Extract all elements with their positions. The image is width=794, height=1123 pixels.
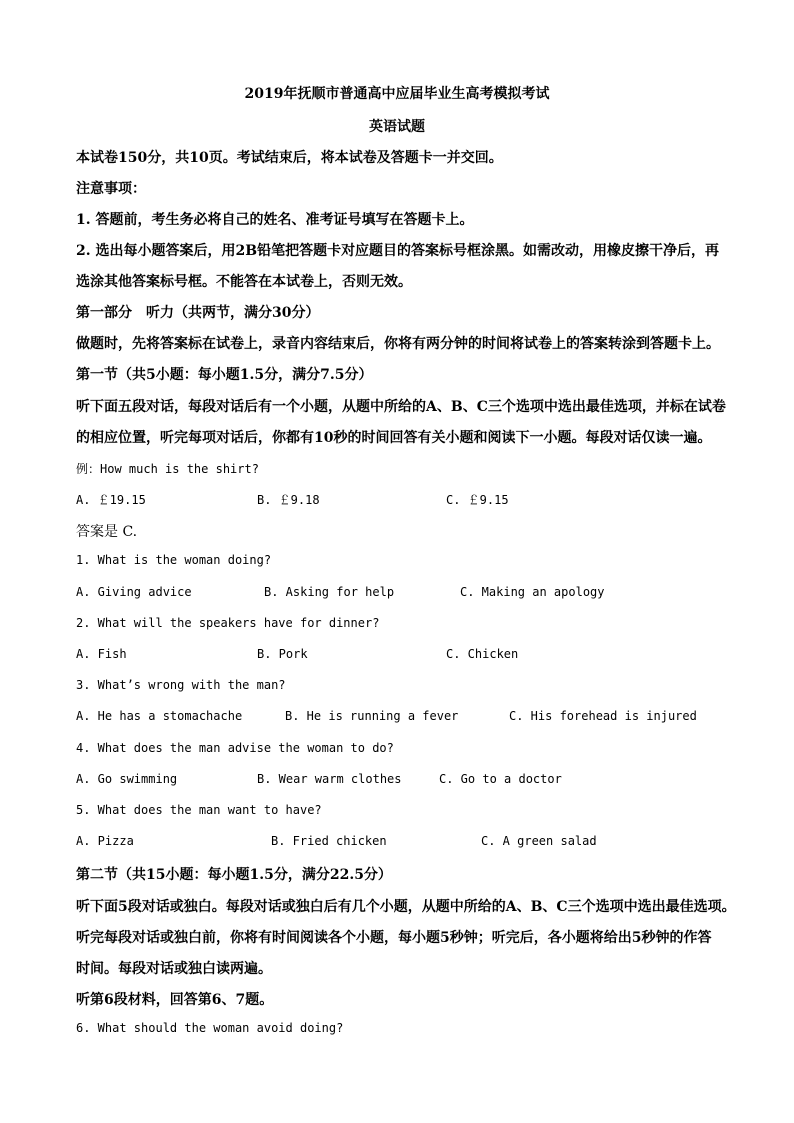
example-answer: 答案是 C. <box>76 524 138 540</box>
question-4-option-c: C. Go to a doctor <box>439 772 562 786</box>
question-5-option-b: B. Fried chicken <box>271 834 387 848</box>
section1-instructions-line-2: 的相应位置，听完每项对话后，你都有10秒的时间回答有关小题和阅读下一小题。每段对话仅读一遍。 <box>76 430 712 446</box>
notice-item-1: 1. 答题前，考生务必将自己的姓名、准考证号填写在答题卡上。 <box>76 212 474 228</box>
material-6-label: 听第6段材料，回答第6、7题。 <box>76 992 274 1008</box>
question-5: 5. What does the man want to have? <box>76 803 322 817</box>
question-1-option-c: C. Making an apology <box>460 585 605 599</box>
question-4-option-a: A. Go swimming <box>76 772 178 786</box>
question-2: 2. What will the speakers have for dinner? <box>76 616 380 630</box>
question-4-option-b: B. Wear warm clothes <box>257 772 402 786</box>
question-1-option-a: A. Giving advice <box>76 585 192 599</box>
page-title: 2019年抚顺市普通高中应届毕业生高考模拟考试 <box>244 86 550 102</box>
section2-instructions-line-1: 听下面5段对话或独白。每段对话或独白后有几个小题，从题中所给的A、B、C三个选项中选出最佳选项。 <box>76 899 736 915</box>
example-question: 例：How much is the shirt? <box>76 462 259 476</box>
section1-instructions-line-1: 听下面五段对话，每段对话后有一个小题，从题中所给的A、B、C三个选项中选出最佳选项，并标在试卷 <box>76 399 726 415</box>
question-5-option-c: C. A green salad <box>481 834 597 848</box>
example-option-b: B. ￡9.18 <box>257 493 320 507</box>
question-3-option-b: B. He is running a fever <box>285 709 459 723</box>
notice-heading: 注意事项： <box>76 181 146 197</box>
section2-instructions-line-3: 时间。每段对话或独白读两遍。 <box>76 961 272 977</box>
notice-item-2-line-1: 2. 选出每小题答案后，用2B铅笔把答题卡对应题目的答案标号框涂黑。如需改动，用橡皮擦干净后，再 <box>76 243 720 259</box>
example-option-c: C. ￡9.15 <box>446 493 509 507</box>
section2-instructions-line-2: 听完每段对话或独白前，你将有时间阅读各个小题，每小题5秒钟；听完后，各小题将给出5秒钟的作答 <box>76 930 712 946</box>
example-option-a: A. ￡19.15 <box>76 493 146 507</box>
question-6: 6. What should the woman avoid doing? <box>76 1021 344 1035</box>
section1-heading: 第一节（共5小题：每小题1.5分，满分7.5分） <box>76 367 373 383</box>
question-2-option-b: B. Pork <box>257 647 308 661</box>
page-subtitle: 英语试题 <box>369 119 425 135</box>
notice-item-2-line-2: 选涂其他答案标号框。不能答在本试卷上，否则无效。 <box>76 274 412 290</box>
question-2-option-a: A. Fish <box>76 647 127 661</box>
part1-heading: 第一部分 听力（共两节，满分30分） <box>76 305 320 321</box>
question-3-option-a: A. He has a stomachache <box>76 709 243 723</box>
question-1-option-b: B. Asking for help <box>264 585 395 599</box>
question-2-option-c: C. Chicken <box>446 647 519 661</box>
question-3-option-c: C. His forehead is injured <box>509 709 697 723</box>
question-4: 4. What does the man advise the woman to do? <box>76 741 394 755</box>
section2-heading: 第二节（共15小题：每小题1.5分，满分22.5分） <box>76 867 392 883</box>
question-1: 1. What is the woman doing? <box>76 553 272 567</box>
intro-text: 本试卷150分，共10页。考试结束后，将本试卷及答题卡一并交回。 <box>76 150 503 166</box>
part1-instructions: 做题时，先将答案标在试卷上，录音内容结束后，你将有两分钟的时间将试卷上的答案转涂到答题卡上。 <box>76 336 720 352</box>
question-3: 3. What’s wrong with the man? <box>76 678 286 692</box>
question-5-option-a: A. Pizza <box>76 834 134 848</box>
